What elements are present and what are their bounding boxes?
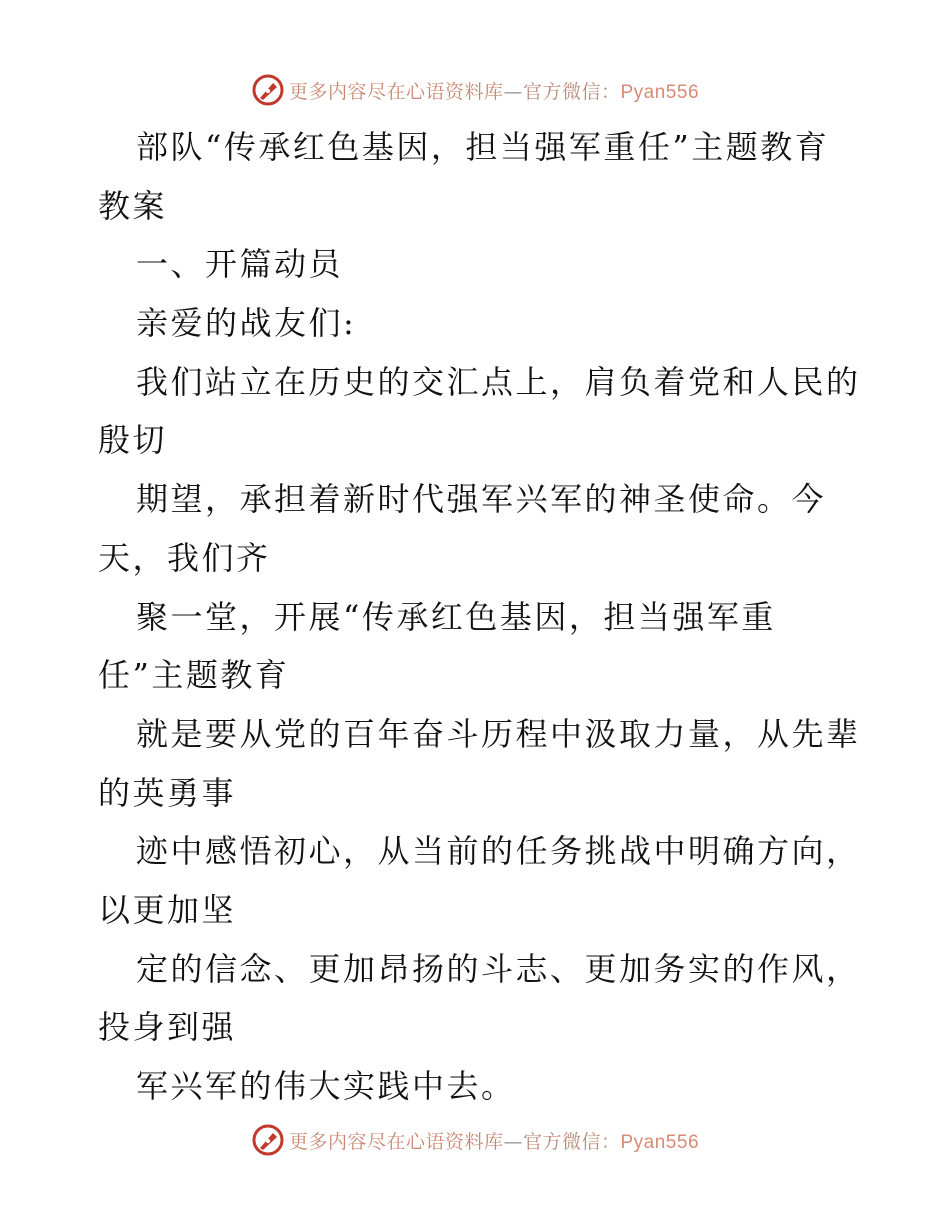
watermark-text <box>289 77 699 104</box>
watermark-wechat-label: 官方微信： <box>522 1130 621 1153</box>
paragraph-line: 任”主题教育 <box>98 656 290 695</box>
header-watermark-banner <box>0 70 950 110</box>
document-body <box>98 118 861 1116</box>
watermark-text <box>289 1127 699 1154</box>
paragraph-line: 定的信念、更加昂扬的斗志、更加务实的作风， <box>136 949 861 988</box>
watermark-main-text: 更多内容尽在心语资料库 <box>288 1130 504 1153</box>
footer-watermark-banner <box>0 1120 950 1160</box>
pen-nib-logo-icon <box>251 1123 285 1157</box>
watermark-main-text: 更多内容尽在心语资料库 <box>288 80 504 103</box>
section-heading: 一、开篇动员 <box>136 245 344 284</box>
paragraph-line: 期望，承担着新时代强军兴军的神圣使命。今 <box>136 480 827 519</box>
paragraph-line: 军兴军的伟大实践中去。 <box>136 1067 516 1105</box>
watermark-wechat-label: 官方微信： <box>522 80 621 103</box>
paragraph-line: 迹中感悟初心，从当前的任务挑战中明确方向， <box>136 832 861 871</box>
paragraph-line: 殷切 <box>98 421 168 460</box>
paragraph-line: 投身到强 <box>98 1008 237 1047</box>
paragraph-line: 以更加坚 <box>98 890 237 929</box>
watermark-dash: — <box>503 1130 523 1153</box>
paragraph-line: 我们站立在历史的交汇点上，肩负着党和人民的 <box>136 362 861 401</box>
doc-title-line-2: 教案 <box>98 186 168 225</box>
watermark-dash: — <box>503 80 523 103</box>
salutation: 亲爱的战友们: <box>136 304 357 343</box>
pen-nib-logo-icon <box>251 73 285 107</box>
paragraph-line: 天，我们齐 <box>98 538 271 577</box>
paragraph-line: 就是要从党的百年奋斗历程中汲取力量，从先辈 <box>136 714 861 753</box>
doc-title-line-1: 部队“传承红色基因，担当强军重任”主题教育 <box>136 128 830 166</box>
paragraph-line: 聚一堂，开展“传承红色基因，担当强军重 <box>136 597 776 636</box>
watermark-wechat-id: Pyan556 <box>620 1131 700 1153</box>
watermark-wechat-id: Pyan556 <box>620 81 700 103</box>
paragraph-line: 的英勇事 <box>98 773 237 812</box>
